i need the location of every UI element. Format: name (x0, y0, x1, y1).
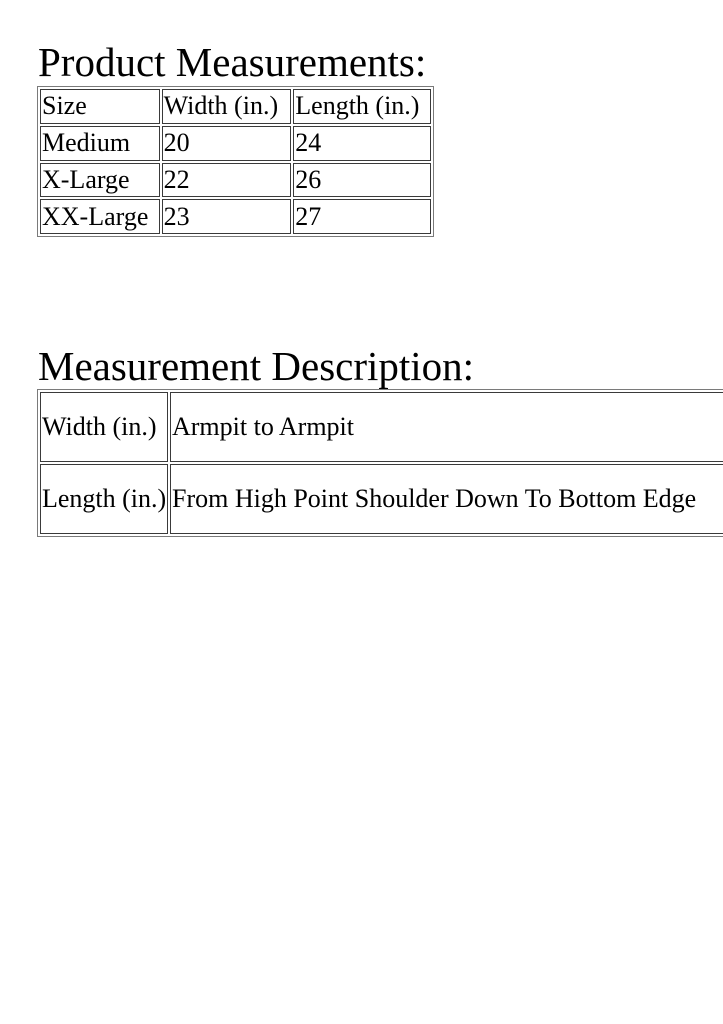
header-cell-width: Width (in.) (162, 89, 292, 124)
measurement-description-cell: Armpit to Armpit (170, 392, 723, 462)
measurement-name-cell: Width (in.) (40, 392, 168, 462)
size-cell: Medium (40, 126, 160, 161)
header-cell-size: Size (40, 89, 160, 124)
size-cell: X-Large (40, 163, 160, 198)
measurement-name-cell: Length (in.) (40, 464, 168, 534)
product-measurements-title: Product Measurements: (38, 39, 427, 85)
size-cell: XX-Large (40, 199, 160, 234)
length-cell: 27 (293, 199, 431, 234)
width-cell: 23 (162, 199, 292, 234)
description-table-container (37, 389, 723, 539)
table-row (40, 163, 431, 198)
width-cell: 20 (162, 126, 292, 161)
table-header-row (40, 89, 431, 124)
measurement-description-title: Measurement Description: (38, 343, 475, 389)
table-row (40, 392, 723, 462)
size-table (37, 86, 434, 237)
length-cell: 26 (293, 163, 431, 198)
table-row (40, 126, 431, 161)
table-row (40, 199, 431, 234)
measurement-description-cell: From High Point Shoulder Down To Bottom Edge (170, 464, 723, 534)
length-cell: 24 (293, 126, 431, 161)
width-cell: 22 (162, 163, 292, 198)
header-cell-length: Length (in.) (293, 89, 431, 124)
description-table (37, 389, 723, 537)
table-row (40, 464, 723, 534)
